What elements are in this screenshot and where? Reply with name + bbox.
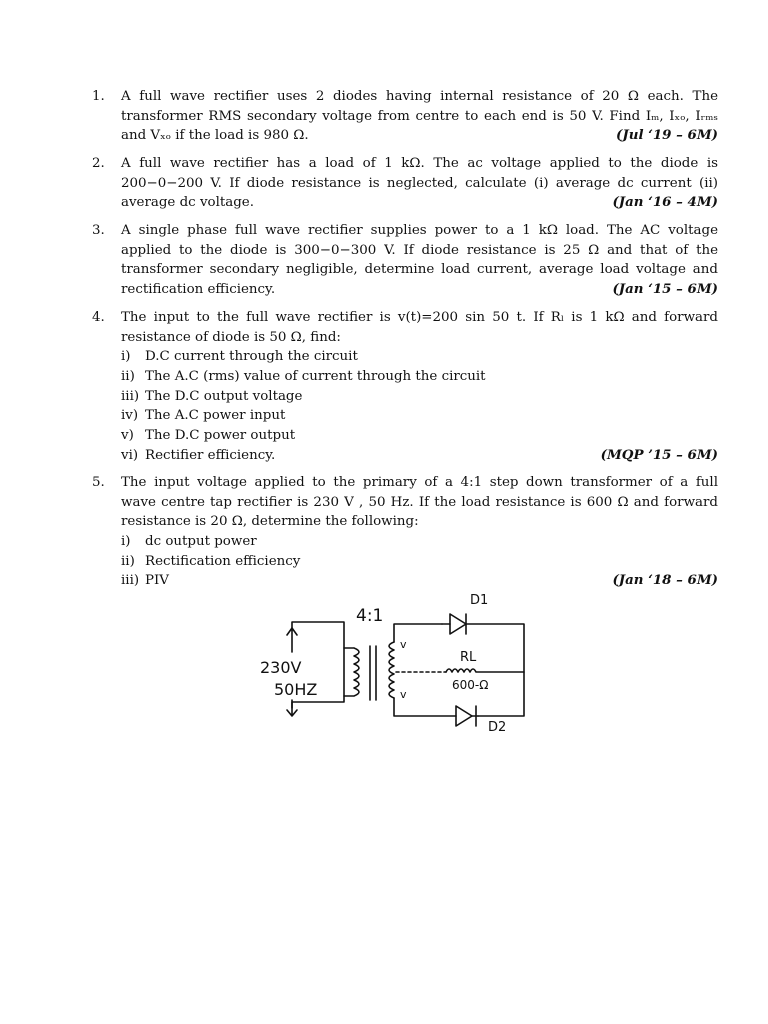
question-line: applied to the diode is 300−0−300 V. If diode resistance is 25 Ω and that of the bbox=[121, 242, 718, 258]
input-arrow-up bbox=[287, 628, 297, 652]
exam-tag: (Jan ‘18 – 6M) bbox=[612, 572, 718, 589]
question-number: 4. bbox=[92, 310, 105, 325]
question-line: transformer secondary negligible, determine load current, average load voltage and bbox=[121, 262, 718, 278]
rectifier-circuit-diagram bbox=[256, 592, 542, 742]
question-number: 2. bbox=[92, 156, 105, 171]
question-line: A full wave rectifier uses 2 diodes having internal resistance of 20 Ω each. The bbox=[121, 89, 718, 104]
exam-tag: (Jan ‘16 – 4M) bbox=[612, 194, 718, 211]
exam-tag: (Jan ‘15 – 6M) bbox=[612, 281, 718, 298]
load-resistor bbox=[446, 669, 524, 672]
sub-item: i) dc output power bbox=[121, 534, 257, 550]
v-top-label: v bbox=[400, 638, 407, 651]
question-line: A full wave rectifier has a load of 1 kΩ. The ac voltage applied to the diode is bbox=[121, 156, 718, 171]
d2-label: D2 bbox=[488, 720, 507, 735]
question-body bbox=[121, 154, 718, 213]
question-line: The input to the full wave rectifier is v(t)=200 sin 50 t. If Rₗ is 1 kΩ and forward bbox=[121, 310, 718, 325]
sub-item: vi) Rectifier efficiency. (MQP ’15 – 6M) bbox=[121, 446, 718, 466]
question-body bbox=[121, 221, 718, 300]
question-line: The input voltage applied to the primary of a 4:1 step down transformer of a full bbox=[121, 475, 718, 490]
question-number: 5. bbox=[92, 475, 105, 490]
ratio-label: 4:1 bbox=[356, 606, 384, 626]
question-number: 3. bbox=[92, 223, 105, 238]
question-line: A single phase full wave rectifier supplies power to a 1 kΩ load. The AC voltage bbox=[121, 223, 718, 238]
question-body bbox=[121, 308, 718, 466]
sub-item: iv) The A.C power input bbox=[121, 408, 286, 424]
question-line: 200−0−200 V. If diode resistance is neglected, calculate (i) average dc current (ii) bbox=[121, 175, 718, 191]
primary-coil bbox=[344, 648, 359, 696]
sub-item: v) The D.C power output bbox=[121, 428, 296, 444]
question-line-text: and Vₓₒ if the load is 980 Ω. bbox=[121, 128, 309, 144]
exam-tag: (Jul ‘19 – 6M) bbox=[616, 127, 718, 144]
rl-label: RL bbox=[460, 650, 477, 665]
sub-item: ii) Rectification efficiency bbox=[121, 553, 301, 569]
question-line: resistance of diode is 50 Ω, find: bbox=[121, 329, 341, 345]
question-line: wave centre tap rectifier is 230 V , 50 Hz. If the load resistance is 600 Ω and forward bbox=[121, 494, 718, 510]
diode-d1 bbox=[450, 614, 466, 634]
question-line bbox=[121, 126, 718, 146]
secondary-coil bbox=[389, 642, 394, 698]
sub-item: iii) PIV (Jan ‘18 – 6M) bbox=[121, 571, 718, 591]
sub-item: iii) The D.C output voltage bbox=[121, 388, 303, 404]
question-body bbox=[121, 87, 718, 146]
question-line-text: average dc voltage. bbox=[121, 195, 254, 211]
question-line: resistance is 20 Ω, determine the following: bbox=[121, 514, 419, 530]
question-body bbox=[121, 473, 718, 591]
question-number: 1. bbox=[92, 89, 105, 104]
rl-value-label: 600-Ω bbox=[452, 678, 489, 692]
sub-item: i) D.C current through the circuit bbox=[121, 349, 358, 365]
v-bottom-label: v bbox=[400, 688, 407, 701]
voltage-label: 230V bbox=[260, 658, 302, 677]
question-line bbox=[121, 280, 718, 300]
exam-tag: (MQP ’15 – 6M) bbox=[600, 446, 718, 463]
question-line-text: rectification efficiency. bbox=[121, 282, 276, 298]
d1-label: D1 bbox=[470, 593, 489, 608]
question-line bbox=[121, 193, 718, 213]
sub-item: ii) The A.C (rms) value of current through the circuit bbox=[121, 369, 486, 385]
frequency-label: 50HZ bbox=[274, 680, 318, 699]
question-line: transformer RMS secondary voltage from centre to each end is 50 V. Find Iₘ, Iₓₒ, Iᵣₘₛ bbox=[121, 108, 718, 124]
